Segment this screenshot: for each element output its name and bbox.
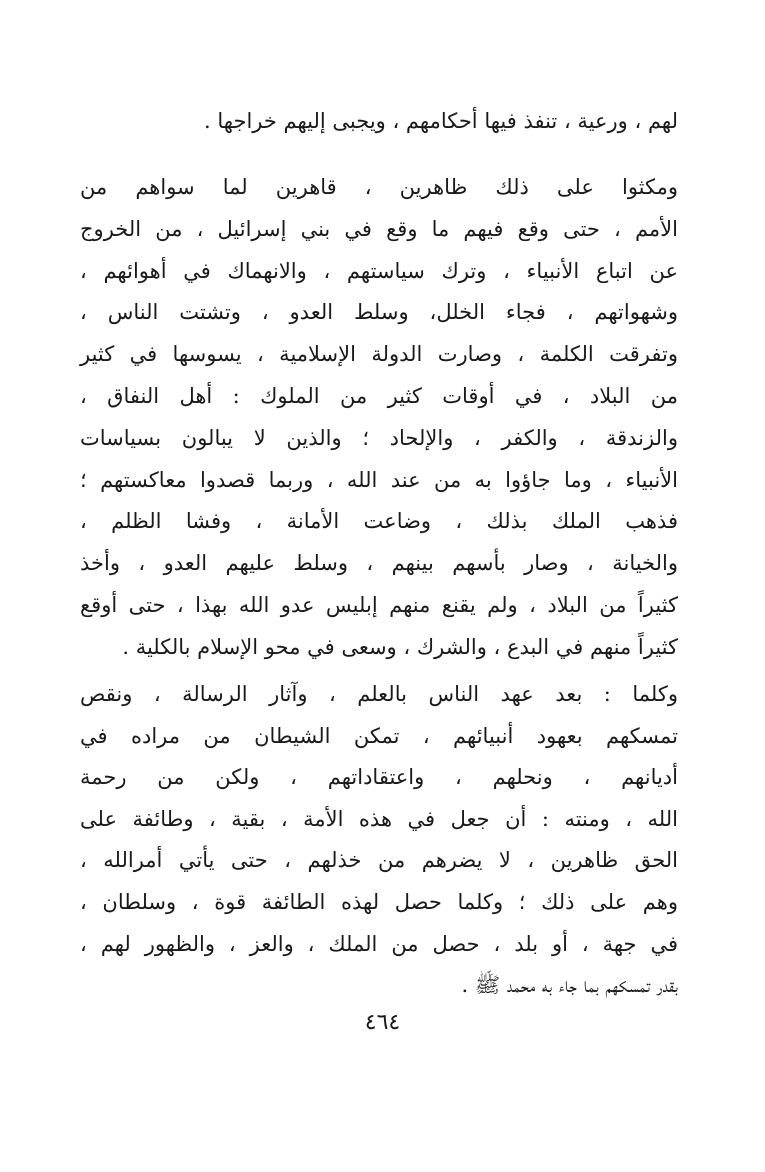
page-number: ٤٦٤ (364, 1010, 401, 1035)
text-line: وتفرقت الكلمة ، وصارت الدولة الإسلامية ، يسوسها في كثير (80, 342, 678, 367)
paragraph-3 (80, 674, 678, 1007)
paragraph-2 (80, 167, 678, 669)
text-line: والزندقة ، والكفر ، والإلحاد ؛ والذين لا يبالون بسياسات (80, 425, 678, 450)
text-line: لهم ، ورعية ، تنفذ فيها أحكامهم ، ويجبى إليهم خراجها . (204, 109, 678, 133)
text-line: الأنبياء ، وما جاؤوا به من عند الله ، وربما قصدوا معاكستهم ؛ (80, 467, 678, 492)
text-line: بقدر تمسكهم بما جاء به محمد ﷺ . (461, 973, 678, 998)
text-line: الأمم ، حتى وقع فيهم ما وقع في بني إسرائيل ، من الخروج (80, 216, 678, 241)
text-line: أديانهم ، ونحلهم ، واعتقاداتهم ، ولكن من رحمة (80, 765, 678, 790)
text-line: تمسكهم بعهود أنبيائهم ، تمكن الشيطان من مراده في (80, 723, 678, 748)
text-line: في جهة ، أو بلد ، حصل من الملك ، والعز ، والظهور لهم ، (80, 931, 678, 956)
text-line: من البلاد ، في أوقات كثير من الملوك : أهل النفاق ، (80, 383, 678, 408)
text-line: كثيراً من البلاد ، ولم يقنع منهم إبليس عدو الله بهذا ، حتى أوقع (80, 592, 678, 617)
text-line: فذهب الملك بذلك ، وضاعت الأمانة ، وفشا الظلم ، (80, 509, 678, 534)
text-line: الله ، ومنته : أن جعل في هذه الأمة ، بقية ، وطائفة على (80, 806, 678, 831)
text-line: وهم على ذلك ؛ وكلما حصل لهذه الطائفة قوة ، وسلطان ، (80, 889, 678, 914)
paragraph-1 (80, 100, 678, 142)
text-line: ومكثوا على ذلك ظاهرين ، قاهرين لما سواهم من (80, 175, 678, 199)
text-line: الحق ظاهرين ، لا يضرهم من خذلهم ، حتى يأتي أمرالله ، (80, 848, 678, 873)
text-line: كثيراً منهم في البدع ، والشرك ، وسعى في محو الإسلام بالكلية . (122, 634, 678, 659)
text-line: وشهواتهم ، فجاء الخلل، وسلط العدو ، وتشتت الناس ، (80, 300, 678, 325)
text-line: وكلما : بعد عهد الناس بالعلم ، وآثار الرسالة ، ونقص (80, 682, 678, 706)
text-line: والخيانة ، وصار بأسهم بينهم ، وسلط عليهم العدو ، وأخذ (80, 551, 678, 576)
text-line: عن اتباع الأنبياء ، وترك سياستهم ، والانهماك في أهوائهم ، (80, 258, 678, 283)
